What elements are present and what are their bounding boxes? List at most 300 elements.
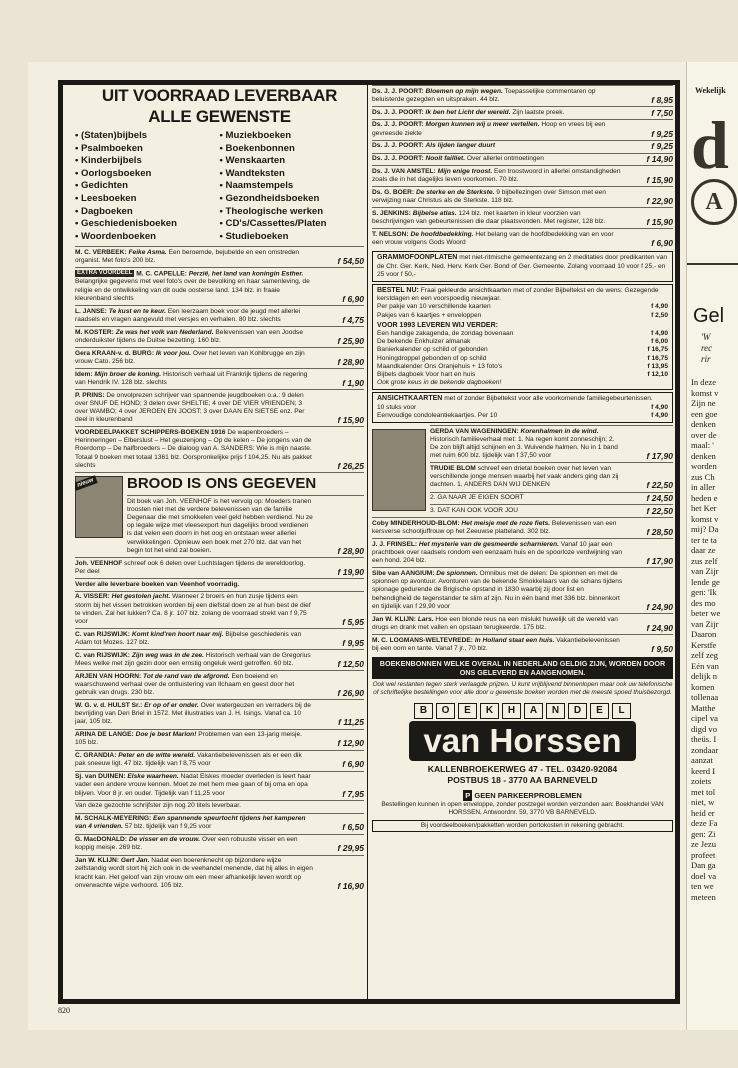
book-entry-text <box>75 249 314 265</box>
price-row-value: f 16,75 <box>647 354 668 362</box>
edge-header: Wekelijk <box>695 86 726 95</box>
bestel-heading-2: VOOR 1993 LEVEREN WIJ VERDER: <box>377 321 498 329</box>
book-title: De visser en de vrouw. <box>128 836 201 844</box>
book-entry-text <box>372 210 623 226</box>
book-price: f 9,95 <box>342 638 364 649</box>
logo-tile: H <box>502 703 521 719</box>
book-author: Ds. J. J. POORT: <box>372 142 424 150</box>
book-entry-text <box>75 702 314 727</box>
ansicht-rows <box>377 404 668 420</box>
book-description: Historisch verhaal van de Gregorius Mees welke met zijn gezin door een ernstig ongeluk werd getroffen. 60 blz. <box>75 651 311 668</box>
book-price: f 5,95 <box>342 617 364 628</box>
book-entry <box>75 246 364 267</box>
book-author: L. JANSE: <box>75 307 107 315</box>
book-price: f 8,95 <box>651 94 673 105</box>
price-row-label: Eenvoudige condoleantiekaartjes. Per 10 <box>377 411 498 419</box>
book-author: Sj. van DUINEN: <box>75 773 126 781</box>
book-description: Historisch verhaal uit Frankrijk tijdens de regering van Hendrik IV. 128 blz. slechts <box>75 370 308 386</box>
book-author: GERDA VAN WAGENINGEN: <box>430 427 519 435</box>
book-entry-text <box>372 570 623 611</box>
book-entry-text <box>75 631 314 647</box>
book-description: Dit boek van Joh. VEENHOF is het vervolg op: Moeders tranen troosten niet met de verdere belevenissen van de familie Degenaar die met smokkelen veel geld hebben verdiend. Nu ze op legale wijze met vleesexport hun dagelijks brood verdienen is dat velen een doorn in het oog en ontstaan weer allerlei verwikkelingen. Opnieuw een boek met 270 blz. dat van het begin tot het eind zal boeien. <box>127 497 313 554</box>
book-title: Elske waarheen. <box>127 773 179 781</box>
book-author: ARJEN VAN HOORN: <box>75 672 142 680</box>
book-price: f 26,25 <box>337 460 364 471</box>
category-item: • Gezondheidsboeken <box>220 193 365 206</box>
next-page-edge <box>686 62 738 1030</box>
book-entry-text <box>372 189 623 205</box>
book-entry <box>372 634 673 655</box>
order-text: Bestellingen kunnen in open enveloppe, zonder postzegel worden verzonden aan: Boekhandel VAN HORSSEN, Antwoordnr. 59, 3770 VB BARNEVELD. <box>381 801 664 817</box>
book-cover-image-2 <box>372 429 426 511</box>
book-author: J. J. FRINSEL: <box>372 540 418 548</box>
book-description: Over watergeuzen en verraders bij de bevrijding van Den Briel in 1572. Met illustraties van J. H. Isings. Vanaf ca. 10 jaar, 105 blz. <box>75 702 311 726</box>
book-description: Belangrijke gegevens met veel foto's over de bevolking en haar samenleving, de religie en de ontwikkeling van dit oude oosterse land. 134 blz. in fraaie kleurenband slechts <box>75 278 310 302</box>
book-author: C. GRANDIA: <box>75 752 117 760</box>
book-price: f 11,25 <box>338 717 364 728</box>
price-row-label: Per pakje van 10 verschillende kaarten <box>377 303 491 311</box>
book-description: Problemen van een 13-jarig meisje. 105 blz. <box>75 731 302 747</box>
book-entry-text <box>75 392 314 425</box>
book-author: M. SCHALK-MEYERING: <box>75 815 152 823</box>
book-entry-text <box>372 88 623 104</box>
book-entry-text <box>75 350 314 366</box>
book-description: 9 bijbellezingen over Simson met een verwijzing naar Christus als de Sterkste. 118 blz. <box>372 188 606 205</box>
advertisement-frame <box>58 80 680 1004</box>
book-price: f 4,75 <box>342 314 364 325</box>
brood-section <box>75 472 364 892</box>
book-entry <box>372 567 673 613</box>
category-item: • Kinderbijbels <box>75 155 220 168</box>
book-entry-text <box>127 498 314 555</box>
book-title: Korenhalmen in de wind. <box>520 427 599 435</box>
book-description: Vakantiebelevenissen als er een dik pak sneeuw ligt. 47 blz. tijdelijk van f 8,75 voor <box>75 752 302 768</box>
book-description: Belevenissen van een Joodse onderduikster tijdens de Duitse bezetting. 160 blz. <box>75 328 303 344</box>
price-row-value: f 4,90 <box>651 411 668 419</box>
book-entry <box>75 649 364 670</box>
book-description: Hoe een blonde reus na een mislukt huwelijk uit de wereld van drugs en drank met vallen en opstaan terugkeerde. 175 blz. <box>372 615 618 631</box>
book-entry-text <box>372 121 623 137</box>
price-row <box>377 371 668 379</box>
book-entry-text <box>430 428 623 461</box>
book-entry <box>75 855 364 892</box>
bestel-rows <box>377 303 668 319</box>
book-entry <box>75 834 364 855</box>
book-author: Ds. J. J. POORT: <box>372 155 424 163</box>
book-description: Over een robuuste visser en een koppig meisje. 269 blz. <box>75 836 298 852</box>
price-row-value: f 16,75 <box>647 346 668 354</box>
book-entry <box>75 578 364 591</box>
book-author: Coby MINDERHOUD-BLOM: <box>372 519 460 527</box>
book-description: Hoop en vrees bij een gevreesde ziekte <box>372 121 606 137</box>
grammo-text: met niet-ritmische gemeentezang en 2 meditaties door predikanten van de Chr. Ger. Kerk, Ned. Herv. Kerk Ger. Bond of Ger. Gemeente. Zolang voorraad 10 voor f 25,- en 25 voor f 50,- <box>377 254 668 278</box>
book-entry-text <box>75 329 314 345</box>
book-list-right-b-wrap <box>372 425 673 655</box>
book-price: f 29,95 <box>337 843 364 854</box>
book-author: Sibe van AANGIUM: <box>372 570 435 578</box>
book-title: Gert Jan. <box>120 857 150 865</box>
book-entry-text <box>75 429 314 470</box>
book-title: Nooit failliet. <box>425 155 466 163</box>
book-entry <box>430 504 673 517</box>
book-price: f 12,50 <box>337 659 364 670</box>
category-item: • Geschiedenisboeken <box>75 218 220 231</box>
book-price: f 1,90 <box>342 377 364 388</box>
book-price: f 15,90 <box>337 415 364 426</box>
porto-footer: Bij voordeelboeken/pakketten worden portokosten in rekening gebracht. <box>372 820 673 832</box>
book-description: Vakantiebelevenissen bij een oom en tante. Vanaf 7 jr., 70 blz. <box>372 636 620 652</box>
book-description: 2. GA NAAR JE EIGEN SOORT <box>430 494 524 502</box>
book-entry <box>75 389 364 426</box>
price-row-value: f 6,00 <box>651 338 668 346</box>
book-author: M. C. VERBEEK: <box>75 248 127 256</box>
book-price: f 24,90 <box>646 622 673 633</box>
bestel-rows-2 <box>377 330 668 379</box>
book-price: f 14,90 <box>646 154 673 165</box>
book-entry-text <box>372 616 623 632</box>
book-entry-text <box>430 507 623 515</box>
book-title: De sterke en de Sterkste. <box>415 188 495 196</box>
book-entry <box>430 462 673 491</box>
address-line-2: POSTBUS 18 - 3770 AA BARNEVELD <box>447 775 598 786</box>
logo-tile: A <box>524 703 543 719</box>
book-entry-text <box>372 637 623 653</box>
book-description: Nadat Elskes moeder overleden is leert haar vader een andere vrouw kennen. Moet ze met hem mee gaan of bij oma en opa blijven. Voor 8 jr. en ouder. Tijdelijk van f 11,25 voor <box>75 773 311 797</box>
address-line-1: KALLENBROEKERWEG 47 - TEL. 03420-92084 <box>427 764 618 775</box>
book-price: f 7,50 <box>651 107 673 118</box>
book-price: f 28,90 <box>337 356 364 367</box>
book-entry-text <box>75 581 364 589</box>
book-entry <box>372 186 673 207</box>
book-title: De hoofdbedekking. <box>410 230 474 238</box>
book-price: f 7,95 <box>342 788 364 799</box>
book-title: Mijn broer de koning. <box>94 370 162 378</box>
category-item: • Naamstempels <box>220 180 365 193</box>
book-author: Joh. VEENHOF <box>75 559 123 567</box>
book-author: Jan W. KLIJN: <box>75 857 119 865</box>
book-description: Omnibus met de delen: De spionnen en met de spionnen op avontuur. Avonturen van de bekende Smokkelaars van de schans tijdens spionage gedurende de Brigische opstand in 1830 waarbij zij door list en behendigheid de tegenstander te slim af zijn. Nu in één band met 336 blz. binnenkort en tijdelijk van f 29,90 voor <box>372 570 623 610</box>
headline-2: ALLE GEWENSTE <box>148 107 291 126</box>
edge-quote: 'W rec rir <box>701 332 713 364</box>
book-author: Verder alle leverbare boeken van Veenhof voorradig. <box>75 580 240 588</box>
edge-rule <box>687 263 738 265</box>
price-row-label: Pakjes van 6 kaartjes + enveloppen <box>377 311 482 319</box>
book-title: Het mysterie van de gesmeerde scharnieren. <box>418 540 559 548</box>
book-entry <box>372 207 673 228</box>
nieuw-badge: nieuw <box>75 475 98 490</box>
book-entry <box>75 729 364 750</box>
logo-tiles <box>372 700 673 719</box>
book-author: W. G. v. d. HULST Sr.: <box>75 702 143 710</box>
book-author: G. MacDONALD: <box>75 836 128 844</box>
headline-1: UIT VOORRAAD LEVERBAAR <box>101 86 338 105</box>
book-title: Te kust en te keur. <box>108 307 167 315</box>
book-description: schreef een drietal boeken over het leven van verschillende jonge mensen waarbij het vaak anders ging dan zij dachten. 1. ANDERS DAN WIJ DENKEN <box>430 465 619 489</box>
book-title: Bijbelse atlas. <box>412 209 457 217</box>
book-price: f 9,25 <box>651 141 673 152</box>
book-title: Bloemen op mijn wegen. <box>425 87 503 95</box>
book-entry-text <box>372 168 623 184</box>
book-entry-text <box>75 836 314 852</box>
book-entry <box>372 538 673 567</box>
book-price: f 9,50 <box>651 643 673 654</box>
book-price: f 16,90 <box>337 880 364 891</box>
logo-tile: N <box>546 703 565 719</box>
category-item: • Woordenboeken <box>75 231 220 244</box>
price-row-label: 10 stuks voor <box>377 403 417 411</box>
price-row <box>377 338 668 346</box>
book-entry <box>372 153 673 166</box>
price-row-label: De bekende Enkhuizer almanak <box>377 338 471 346</box>
edge-big-letter: d <box>691 107 729 183</box>
book-description: Bijbelse geschiedenis van Adam tot Mozes. 127 blz. <box>75 630 302 647</box>
book-description: 124 blz. met kaarten in kleur voorzien van beschrijvingen van gebeurtenissen die daar plaatsvonden. Met register, 128 blz. <box>372 209 606 226</box>
book-title: De spionnen. <box>436 570 478 578</box>
book-description: schreef ook 6 delen over Luchtslagen tijdens de wereldoorlog. Per deel <box>75 559 306 575</box>
book-title: Ze was het volk van Nederland. <box>115 328 214 336</box>
book-author: C. van RIJSWIJK: <box>75 630 130 638</box>
book-entry <box>75 813 364 834</box>
price-row-label: Bijbels dagboek Voor hart en huis <box>377 371 476 379</box>
book-price: f 19,90 <box>337 566 364 577</box>
book-price: f 28,50 <box>646 527 673 538</box>
book-price: f 6,90 <box>342 759 364 770</box>
grammofoonplaten-box <box>372 251 673 282</box>
book-description: Historisch familieverhaal met: 1. Na regen komt zonneschijn; 2. De zon blijft altijd schijnen en 3. Wuivende halmen. Nu in 1 band met ruim 600 blz. tijdelijk van f 37,50 voor <box>430 435 618 460</box>
book-price: f 22,50 <box>646 506 673 517</box>
book-title: Er op of er onder. <box>144 702 199 710</box>
price-row-label: Banierkalender op schild of gebonden <box>377 346 488 354</box>
book-author: P. PRINS: <box>75 391 105 399</box>
price-row-label: Honingdroppel gebonden of op schild <box>377 354 487 362</box>
price-row <box>377 404 668 412</box>
category-item: • Gedichten <box>75 180 220 193</box>
book-entry-text <box>430 494 623 502</box>
book-description: Zijn laatste preek. <box>512 108 565 116</box>
book-description: 57 blz. tijdelijk van f 9,25 voor <box>124 823 212 831</box>
book-price: f 28,90 <box>337 545 364 556</box>
category-item: • Dagboeken <box>75 206 220 219</box>
category-item: • Muziekboeken <box>220 130 365 143</box>
book-description: Vanaf 10 jaar een prachtboek over raadsels rondom een eenzaam huis en de spoorloze verdwijning van een hond. 204 blz. <box>372 540 622 565</box>
book-entry <box>75 591 364 628</box>
book-list-a <box>75 246 364 472</box>
grammo-heading: GRAMMOFOONPLATEN <box>377 254 458 262</box>
price-row <box>377 363 668 371</box>
book-author: A. VISSER: <box>75 593 110 601</box>
price-row-value: f 13,95 <box>647 362 668 370</box>
category-item: • Oorlogsboeken <box>75 168 220 181</box>
book-entry-text <box>75 371 314 387</box>
book-entry <box>75 699 364 728</box>
book-title: Een spannende speurtocht tijdens het kamperen van 4 vrienden. <box>75 815 306 831</box>
price-row-value: f 12,10 <box>647 371 668 379</box>
book-entry <box>75 628 364 649</box>
bestel-heading: BESTEL NU: <box>377 287 419 294</box>
bestel-box <box>372 284 673 390</box>
book-title: Mijn enige troost. <box>437 167 493 175</box>
book-author: T. NELSON: <box>372 230 409 238</box>
ansicht-text: met of zonder Bijbeltekst voor alle voorkomende familiegebeurtenissen. <box>444 395 653 403</box>
book-entry-text <box>75 593 314 626</box>
book-title: Ik voor jou. <box>155 349 192 357</box>
logo-name: van Horssen <box>409 721 635 761</box>
book-entry <box>372 517 673 538</box>
logo-tile: E <box>590 703 609 719</box>
price-row <box>377 330 668 338</box>
parking-line <box>372 790 673 801</box>
book-entry-text <box>75 802 364 810</box>
book-entry <box>372 613 673 634</box>
book-price: f 9,25 <box>651 128 673 139</box>
book-price: f 22,50 <box>646 480 673 491</box>
book-price: f 6,50 <box>342 822 364 833</box>
book-entry <box>372 165 673 186</box>
book-price: f 54,50 <box>337 256 364 267</box>
book-price: f 6,90 <box>342 293 364 304</box>
book-entry <box>75 305 364 326</box>
book-entry <box>430 425 673 462</box>
book-entry <box>372 140 673 153</box>
parking-text: GEEN PARKEERPROBLEMEN <box>474 791 582 801</box>
book-entry-text <box>75 815 314 831</box>
parking-icon: P <box>465 791 471 801</box>
category-item: • (Staten)bijbels <box>75 130 220 143</box>
category-item: • Studieboeken <box>220 231 365 244</box>
book-entry-text <box>372 541 623 566</box>
book-entry-text <box>372 142 623 150</box>
book-price: f 24,90 <box>646 601 673 612</box>
book-description: Een beroemde, bejubelde en een omstreden organist. Met foto's 200 blz. <box>75 248 300 265</box>
book-entry-text <box>75 560 314 576</box>
book-description: Belevenissen van een kersverse schooljuffrouw op het Zeeuwse platteland. 302 blz. <box>372 519 617 536</box>
book-entry <box>127 495 364 557</box>
book-price: f 24,50 <box>646 493 673 504</box>
book-author: TRUDIE BLOM <box>430 465 476 473</box>
category-item: • Boekenbonnen <box>220 143 365 156</box>
book-entry <box>75 347 364 368</box>
logo-tile: B <box>414 703 433 719</box>
book-title: Feike Asma. <box>128 248 167 256</box>
book-author: C. van RIJSWIJK: <box>75 651 130 659</box>
price-row-value: f 4,90 <box>651 403 668 411</box>
book-entry-text <box>75 857 314 890</box>
book-author: M. KOSTER: <box>75 328 114 336</box>
book-list-b <box>75 495 364 892</box>
category-item: • CD's/Cassettes/Platen <box>220 218 365 231</box>
book-description: Nadat een boerenknecht op bijzondere wijze zelfstandig wordt stort hij zich ook in de veehandel menende, dat hij alles in eigen kracht kan. Het geloof van zijn vrouw om een meer afhankelijk leven wordt op onverwachte wijze verhoord. 105 blz. <box>75 857 313 889</box>
book-description: Over het leven van Kohlbrugge en zijn vrouw Cato. 256 blz. <box>75 349 305 365</box>
book-entry <box>75 368 364 389</box>
logo-tile: D <box>568 703 587 719</box>
book-price: f 26,90 <box>337 688 364 699</box>
price-row <box>377 303 668 311</box>
restanten-note: Ook wel restanten tegen sterk verlaagde prijzen. U kunt vrijblijvend binnenlopen maar ook uw telefonische of schriftelijke bestellingen voor alle door u gewenste boeken worden met de meeste spoed thuisbezorgd. <box>372 681 673 697</box>
book-title: Zijn weg was in de zee. <box>131 651 204 659</box>
book-author: Ds. J. J. POORT: <box>372 108 424 116</box>
book-list-right-a <box>372 85 673 249</box>
book-entry <box>75 771 364 800</box>
book-entry <box>372 106 673 119</box>
book-description: De onvolprezen schrijver van spannende jeugdboeken o.a.: 9 delen over SNUF DE HOND; 3 delen over SHELTIE; 4 over DE VIER VRIENDEN; 3 over WAMBO; 4 over JEROEN EN JOOST; 3 over DAAN EN SIETSE enz. Per deel in kleurenband <box>75 391 305 424</box>
book-author: Ds. J. J. POORT: <box>372 87 424 95</box>
book-price: f 25,90 <box>337 335 364 346</box>
bestel-footer: Ook grote keus in de bekende dagboeken! <box>377 379 502 387</box>
book-title: Komt kind'ren hoort naar mij. <box>131 630 224 638</box>
book-author: Gera KRAAN-v. d. BURG: <box>75 349 155 357</box>
book-entry <box>75 750 364 771</box>
book-entry-text <box>372 155 623 163</box>
book-author: M. C. CAPELLE: <box>136 270 187 278</box>
ansicht-heading: ANSICHTKAARTEN <box>377 395 443 403</box>
price-row-label: Maandkalender Ons Oranjehuis + 13 foto's <box>377 362 503 370</box>
category-item: • Leesboeken <box>75 193 220 206</box>
book-entry-text <box>372 231 623 247</box>
book-entry <box>75 670 364 699</box>
ansicht-box <box>372 392 673 423</box>
book-entry <box>75 267 364 305</box>
logo-tile: K <box>480 703 499 719</box>
book-description: Een leerzaam boek voor de jeugd met allerlei raadsels en vragen aangevuld met versjes en verhalen. 80 blz. slechts <box>75 307 301 323</box>
book-entry <box>75 557 364 578</box>
book-description: Van deze gezochte schrijfster zijn nog 20 titels leverbaar. <box>75 802 241 810</box>
book-title: Perzië, het land van koningin Esther. <box>188 270 304 278</box>
book-author: VOORDEELPAKKET SCHIPPERS-BOEKEN 1916 <box>75 429 226 436</box>
book-entry-text <box>75 652 314 668</box>
book-cover-image <box>75 476 123 538</box>
book-title: Ik ben het Licht der wereld. <box>425 108 511 116</box>
book-entry-text <box>372 520 623 536</box>
book-entry <box>372 85 673 106</box>
book-title: Het meisje met de roze fiets. <box>461 519 551 527</box>
edge-body-text: In deze komst v Zijn ne een goe denken over de maal: ' denken worden zus Ch in aller heden e het Ker komst v mij? Da ter te ta daar ze zus zelf van Zijr lende ge gen: 'Ik des mo beter we van Zijr Daaron Kerstfe zelf zeg Eén van delijk n komen tollenaa Matthe cipel va digd vo theüs. I zondaar aanzat keerd I zoiets met tol niet, w heid er deze Fa gen: Zi ze Jezu profeet Dan ga doel va ten we meteen <box>691 377 721 902</box>
category-item: • Wandteksten <box>220 168 365 181</box>
book-title: Lars. <box>417 615 434 623</box>
category-item: • Wenskaarten <box>220 155 365 168</box>
category-lists <box>75 130 364 243</box>
book-price: f 12,90 <box>337 738 364 749</box>
book-price: f 15,90 <box>646 175 673 186</box>
book-author: S. JENKINS: <box>372 209 411 217</box>
book-author: Ds. J. J. POORT: <box>372 121 424 129</box>
book-author: Ds. G. BOER: <box>372 188 415 196</box>
price-row-value: f 4,90 <box>651 330 668 338</box>
book-price: f 17,90 <box>646 451 673 462</box>
book-entry <box>75 800 364 813</box>
boekenbonnen-banner: BOEKENBONNEN WELKE OVERAL IN NEDERLAND GELDIG ZIJN, WORDEN DOOR ONS GELEVERD EN AANGENOMEN. <box>372 657 673 679</box>
book-entry-text <box>372 109 623 117</box>
book-title: Morgen kunnen wij u meer vertellen. <box>425 121 540 129</box>
logo-tile: E <box>458 703 477 719</box>
extra-voordeel-badge: EXTRA VOORDEEL <box>77 269 133 276</box>
book-title: Peter en de witte wereld. <box>118 752 196 760</box>
book-entry-text <box>75 731 314 747</box>
book-entry <box>372 228 673 249</box>
book-description: De wapenbroeders – Herinneringen – Elberslust – Het geuzenjong – Op de kelen – De jongens van de Roerdomp – De halfbroeders – De dialoog van A. SANDERS: Wie is mijn naaste. Totaal 9 boeken met totaal 1361 blz. Oorspronkelijke prijs f 104,25. Nu als pakket slechts <box>75 429 312 469</box>
category-list-1 <box>75 130 220 243</box>
category-item: • Psalmboeken <box>75 143 220 156</box>
book-description: Over allerlei ontmoetingen <box>466 155 544 163</box>
book-title: In Holland staat een huis. <box>474 636 555 644</box>
price-row-label: Een handige zakagenda, de zondag bovenaan <box>377 330 514 338</box>
book-entry-text <box>75 673 314 698</box>
book-author: Jan W. KLIJN: <box>372 615 416 623</box>
price-row <box>377 355 668 363</box>
book-price: f 15,90 <box>646 217 673 228</box>
book-author: Ds. J. VAN AMSTEL: <box>372 167 436 175</box>
book-entry-text <box>75 752 314 768</box>
book-price: f 17,90 <box>646 556 673 567</box>
